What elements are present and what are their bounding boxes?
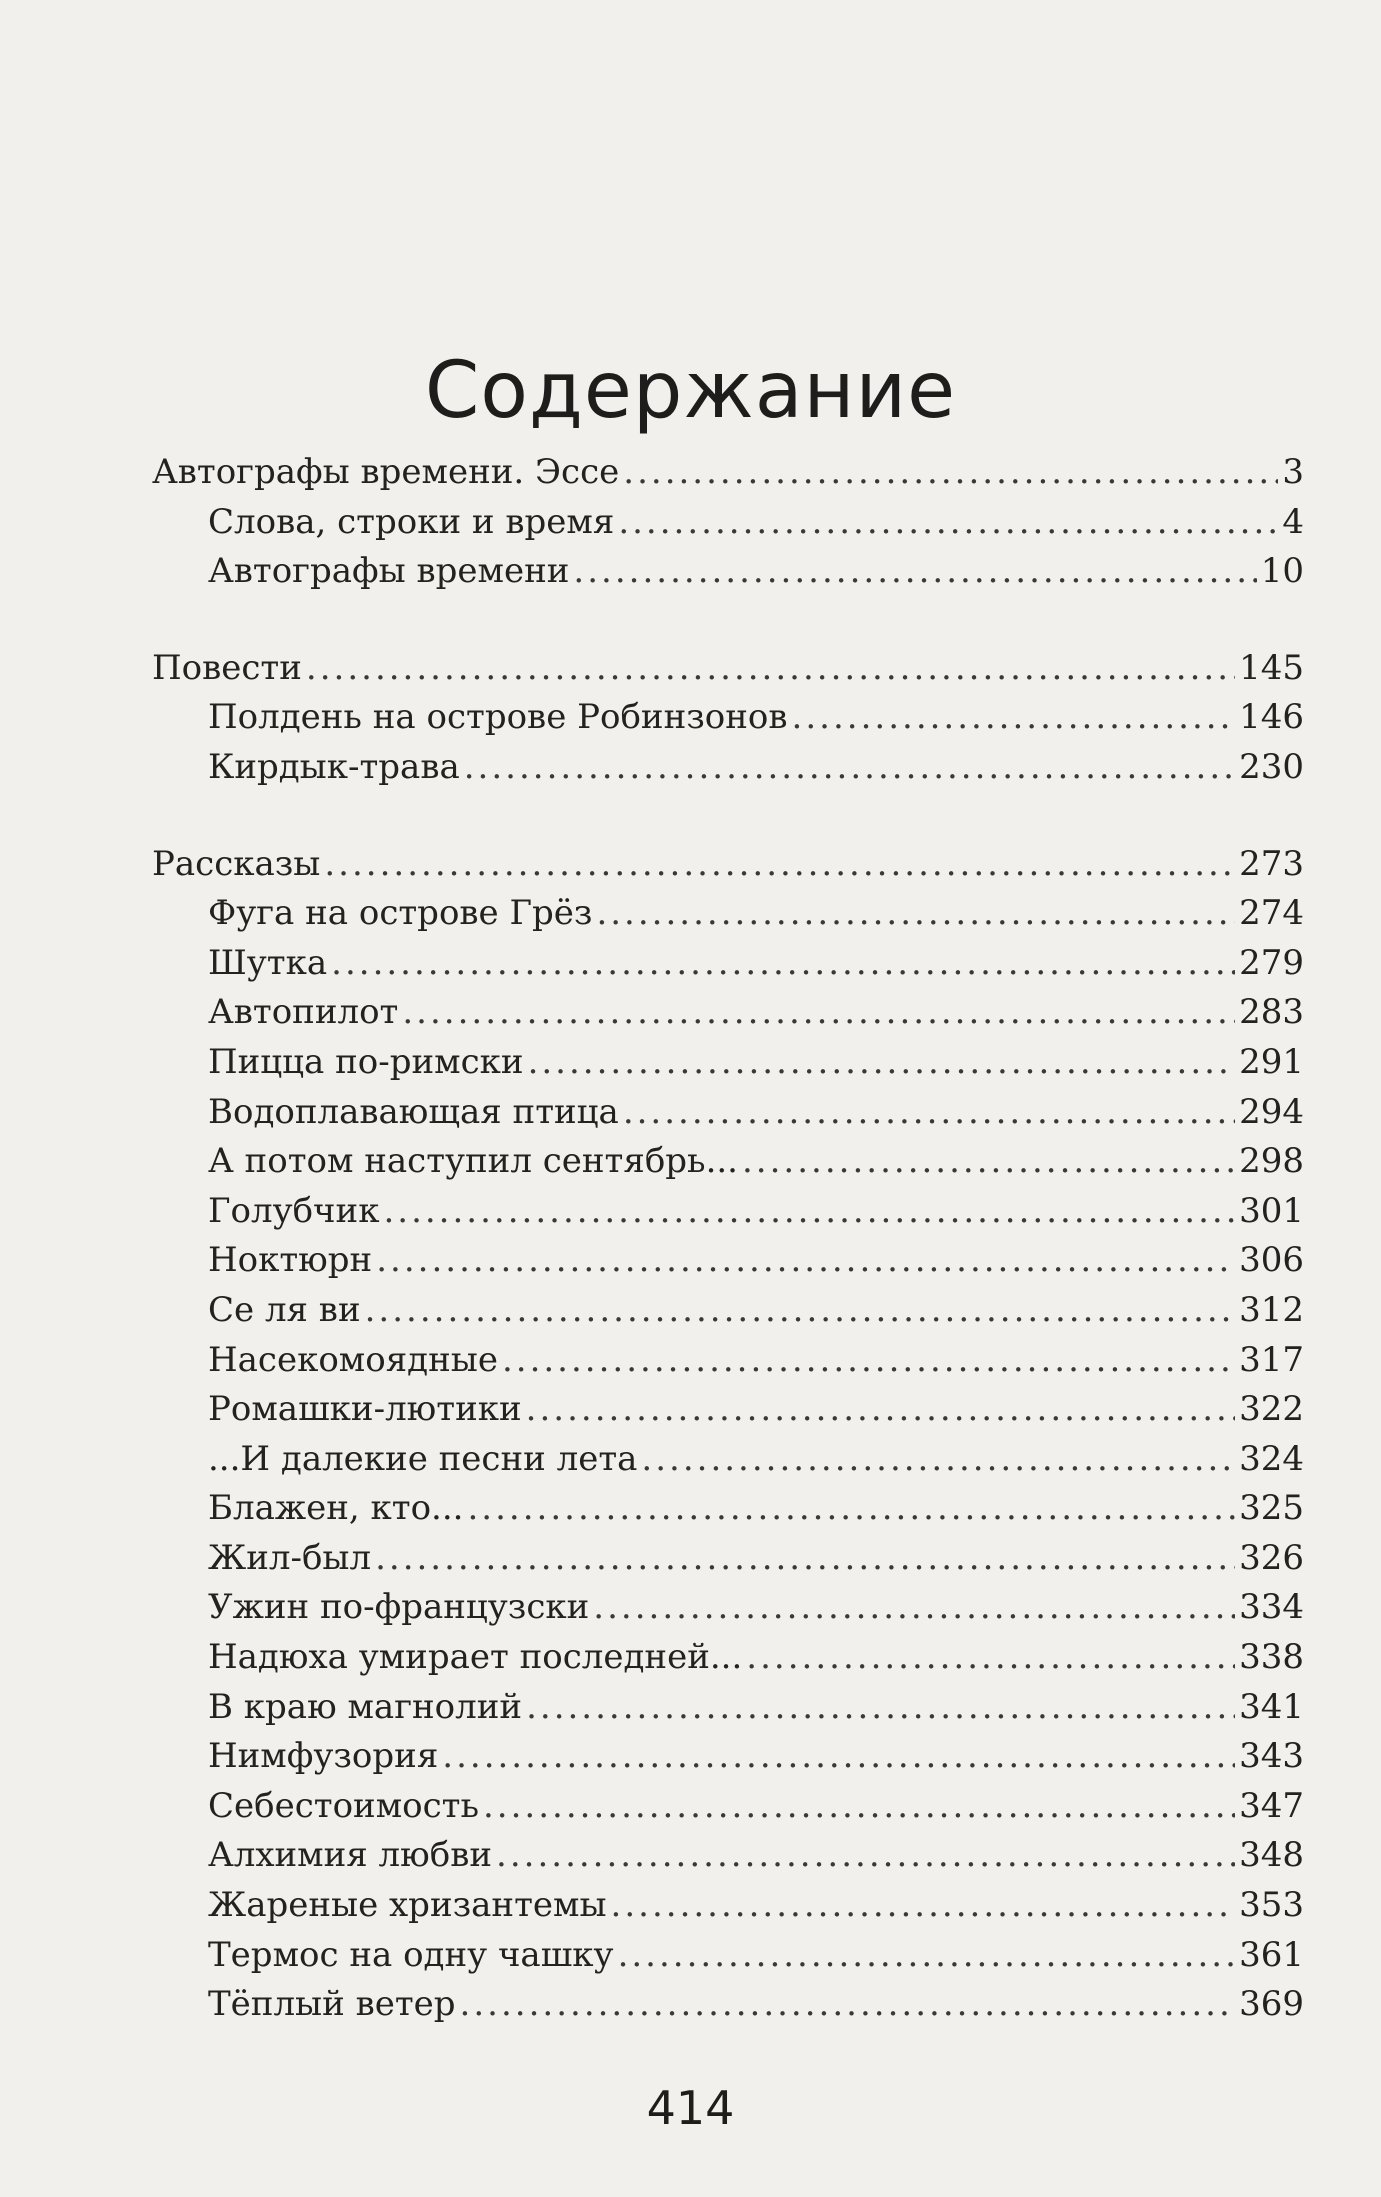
dot-leader (467, 1484, 1235, 1534)
toc-section (152, 644, 1304, 793)
toc-entry-title: Блажен, кто... (208, 1488, 464, 1529)
dot-leader (464, 743, 1235, 793)
toc-entry (152, 1881, 1304, 1931)
toc-entry-title: Повести (152, 647, 302, 688)
toc-entry (152, 1831, 1304, 1881)
toc-entry (152, 1732, 1304, 1782)
toc-entry-page: 348 (1239, 1835, 1304, 1876)
toc-entry-title: Голубчик (208, 1190, 380, 1231)
toc-section (152, 448, 1304, 597)
toc-entry (152, 1484, 1304, 1534)
toc-entry-title: Се ля ви (208, 1289, 361, 1330)
dot-leader (496, 1831, 1235, 1881)
dot-leader (742, 1137, 1235, 1187)
dot-leader (611, 1881, 1236, 1931)
toc-entry (152, 1683, 1304, 1733)
toc-entry-page: 274 (1239, 893, 1304, 934)
toc-entry-page: 325 (1239, 1488, 1304, 1529)
toc-entry (152, 1336, 1304, 1386)
toc-entry-page: 341 (1239, 1686, 1304, 1727)
toc-entry-page: 294 (1239, 1091, 1304, 1132)
toc-entry (152, 743, 1304, 793)
dot-leader (483, 1782, 1235, 1832)
toc-entry-page: 353 (1239, 1885, 1304, 1926)
dot-leader (442, 1732, 1235, 1782)
toc-entry-title: Автографы времени. Эссе (152, 452, 620, 492)
toc-entry-title: Шутка (208, 942, 328, 983)
page-title: Содержание (424, 346, 957, 437)
toc-entry-title: Алхимия любви (208, 1835, 493, 1876)
toc-entry-page: 306 (1239, 1240, 1304, 1281)
toc-entry-page: 322 (1239, 1389, 1304, 1430)
toc-entry-title: Слова, строки и время (208, 501, 615, 542)
dot-leader (641, 1435, 1235, 1485)
toc-entry (152, 693, 1304, 743)
toc-entry-page: 347 (1239, 1785, 1304, 1826)
toc-entry-title: Водоплавающая птица (208, 1091, 619, 1132)
toc-entry (152, 1236, 1304, 1286)
toc-entry-page: 338 (1239, 1637, 1304, 1678)
toc-entry (152, 1385, 1304, 1435)
toc-entry-page: 326 (1239, 1537, 1304, 1578)
toc-entry-title: Автопилот (208, 992, 399, 1033)
toc-entry (152, 1931, 1304, 1981)
toc-entry-page: 291 (1239, 1041, 1304, 1082)
dot-leader (623, 1088, 1235, 1138)
toc-entry-page: 298 (1239, 1141, 1304, 1182)
toc-entry-page: 273 (1239, 843, 1304, 884)
toc-entry-title: Пицца по-римски (208, 1041, 524, 1082)
dot-leader (376, 1236, 1235, 1286)
toc-entry-page: 312 (1239, 1289, 1304, 1330)
toc-entry (152, 939, 1304, 989)
toc-entry-page: 334 (1239, 1587, 1304, 1628)
toc-entry-title: Термос на одну чашку (208, 1934, 614, 1975)
toc-entry-title: Фуга на острове Грёз (208, 893, 593, 934)
toc-entry-page: 361 (1239, 1934, 1304, 1975)
toc-entry (152, 1038, 1304, 1088)
toc-section (152, 840, 1304, 2030)
toc-entry (152, 1088, 1304, 1138)
toc-entry-page: 230 (1239, 746, 1304, 787)
toc-entry (152, 988, 1304, 1038)
dot-leader (502, 1336, 1235, 1386)
toc-entry-page: 4 (1282, 501, 1304, 542)
toc-entry-title: ...И далекие песни лета (208, 1438, 638, 1479)
toc-entry-title: В краю магнолий (208, 1686, 523, 1727)
toc-entry-page: 324 (1239, 1438, 1304, 1479)
dot-leader (623, 448, 1278, 498)
toc-entry-page: 317 (1239, 1339, 1304, 1380)
toc-entry-title: Тёплый ветер (208, 1984, 456, 2025)
toc-entry-title: Ромашки-лютики (208, 1389, 522, 1430)
toc-entry-page: 10 (1260, 551, 1304, 592)
toc-entry-page: 145 (1239, 647, 1304, 688)
toc-section-heading (152, 448, 1304, 498)
toc-entry-title: Жил-был (208, 1537, 372, 1578)
toc-section-heading (152, 840, 1304, 890)
dot-leader (306, 644, 1235, 694)
toc-entry-title: А потом наступил сентябрь... (208, 1141, 738, 1182)
toc-entry (152, 1534, 1304, 1584)
toc-entry (152, 1782, 1304, 1832)
toc-entry (152, 1633, 1304, 1683)
dot-leader (526, 1385, 1235, 1435)
toc-entry-title: Себестоимость (208, 1785, 479, 1826)
dot-leader (792, 693, 1236, 743)
dot-leader (596, 889, 1235, 939)
table-of-contents (152, 448, 1304, 2077)
toc-entry (152, 1435, 1304, 1485)
toc-entry-title: Насекомоядные (208, 1339, 498, 1380)
toc-entry-page: 279 (1239, 942, 1304, 983)
toc-entry-page: 301 (1239, 1190, 1304, 1231)
dot-leader (375, 1534, 1235, 1584)
toc-entry-title: Автографы времени (208, 551, 570, 592)
dot-leader (402, 988, 1235, 1038)
toc-entry-title: Жареные хризантемы (208, 1885, 607, 1926)
dot-leader (746, 1633, 1235, 1683)
toc-entry-title: Ноктюрн (208, 1240, 373, 1281)
toc-entry (152, 1980, 1304, 2030)
dot-leader (460, 1980, 1236, 2030)
toc-entry (152, 1286, 1304, 1336)
toc-entry-page: 146 (1239, 697, 1304, 738)
dot-leader (573, 547, 1256, 597)
toc-entry (152, 1583, 1304, 1633)
dot-leader (526, 1683, 1235, 1733)
toc-entry-page: 283 (1239, 992, 1304, 1033)
dot-leader (383, 1187, 1235, 1237)
toc-section-heading (152, 644, 1304, 694)
toc-entry-title: Рассказы (152, 843, 321, 884)
toc-entry (152, 1137, 1304, 1187)
page-number: 414 (646, 2081, 735, 2135)
dot-leader (331, 939, 1235, 989)
toc-entry-page: 3 (1282, 452, 1304, 492)
toc-entry-title: Надюха умирает последней... (208, 1637, 743, 1678)
dot-leader (365, 1286, 1235, 1336)
dot-leader (324, 840, 1235, 890)
toc-entry (152, 547, 1304, 597)
toc-entry-page: 343 (1239, 1736, 1304, 1777)
toc-entry (152, 1187, 1304, 1237)
dot-leader (528, 1038, 1236, 1088)
toc-entry (152, 498, 1304, 548)
dot-leader (618, 1931, 1236, 1981)
toc-entry-page: 369 (1239, 1984, 1304, 2025)
toc-entry-title: Полдень на острове Робинзонов (208, 697, 788, 738)
toc-entry-title: Нимфузория (208, 1736, 439, 1777)
toc-entry-title: Кирдык-трава (208, 746, 460, 787)
dot-leader (593, 1583, 1235, 1633)
toc-entry-title: Ужин по-французски (208, 1587, 590, 1628)
toc-entry (152, 889, 1304, 939)
dot-leader (618, 498, 1278, 548)
